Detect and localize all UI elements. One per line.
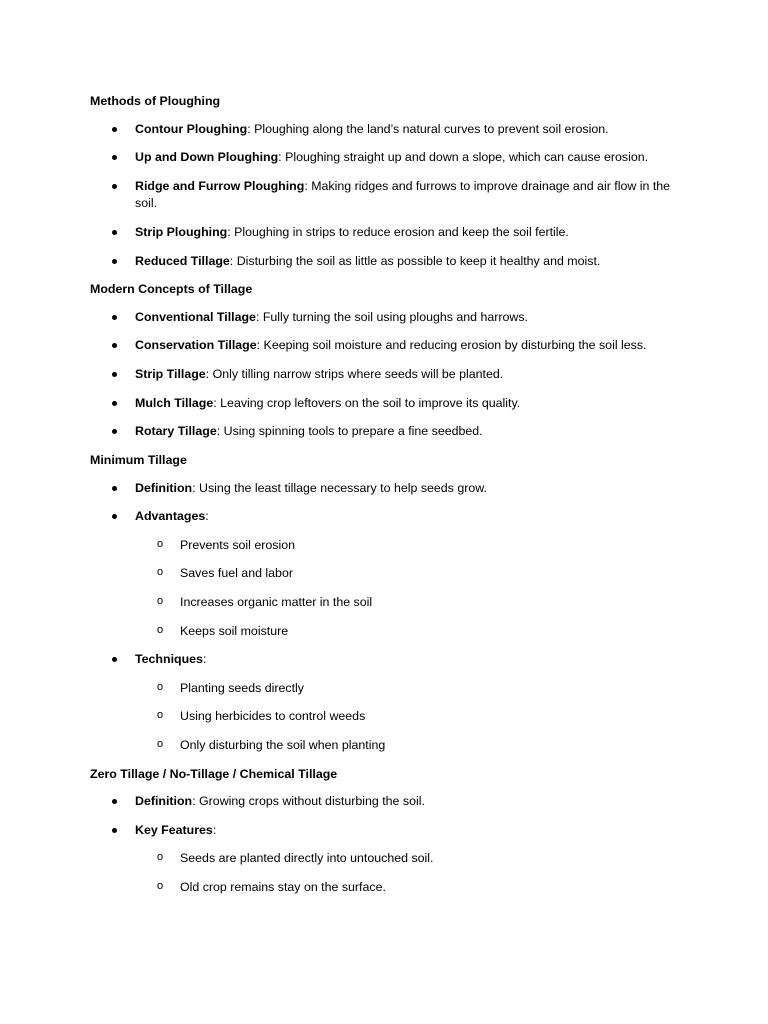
bullet-icon (112, 230, 117, 235)
item-term: Rotary Tillage (135, 424, 217, 439)
bullet-icon (112, 155, 117, 160)
bullet-item (90, 178, 680, 213)
item-term: Techniques (135, 652, 203, 667)
bullet-item (90, 480, 680, 498)
item-separator: : (255, 309, 260, 324)
item-separator: : (278, 150, 282, 165)
item-separator: : (205, 367, 210, 382)
sub-item-text: Saves fuel and labor (180, 566, 293, 581)
section-heading: Zero Tillage / No-Tillage / Chemical Tillage (90, 766, 338, 781)
item-separator: : (192, 480, 196, 495)
sub-bullet-item (135, 708, 680, 726)
sub-item-text: Old crop remains stay on the surface. (180, 880, 386, 895)
bullet-icon (112, 657, 117, 662)
item-description: Ploughing along the land’s natural curves to prevent soil erosion. (250, 121, 609, 136)
section-heading: Modern Concepts of Tillage (90, 282, 253, 297)
item-separator: : (227, 225, 231, 240)
sub-bullet-item (135, 565, 680, 583)
item-separator: : (205, 509, 209, 524)
document-body (90, 93, 680, 908)
item-separator: : (212, 822, 217, 837)
bullet-icon (112, 514, 117, 519)
bullet-item (90, 651, 680, 754)
item-description: Disturbing the soil as little as possible to keep it healthy and moist. (233, 253, 601, 268)
item-term: Conservation Tillage (135, 338, 257, 353)
bullet-icon (112, 401, 117, 406)
bullet-icon (112, 828, 117, 833)
item-term: Contour Ploughing (135, 121, 248, 136)
bullet-icon (112, 127, 117, 132)
item-description: Ploughing in strips to reduce erosion and keep the soil fertile. (230, 225, 569, 240)
sub-bullet-list (135, 850, 680, 896)
item-term: Mulch Tillage (135, 395, 214, 410)
sub-bullet-icon: o (157, 566, 164, 579)
item-separator: : (229, 253, 234, 268)
item-term: Ridge and Furrow Ploughing (135, 178, 305, 193)
sub-item-text: Planting seeds directly (180, 680, 304, 695)
sub-bullet-icon: o (157, 738, 164, 751)
bullet-item (90, 224, 680, 242)
sub-bullet-icon: o (157, 680, 164, 693)
item-separator: : (202, 652, 207, 667)
item-description: Keeping soil moisture and reducing erosion by disturbing the soil less. (260, 338, 647, 353)
bullet-item (90, 149, 680, 167)
item-description: Using the least tillage necessary to help seeds grow. (195, 480, 487, 495)
bullet-item (90, 309, 680, 327)
bullet-icon (112, 372, 117, 377)
item-separator: : (304, 178, 308, 193)
bullet-item (90, 423, 680, 441)
item-description: Only tilling narrow strips where seeds will be planted. (209, 367, 504, 382)
sub-bullet-item (135, 623, 680, 641)
item-term: Up and Down Ploughing (135, 150, 279, 165)
sub-bullet-list (135, 537, 680, 640)
sub-bullet-icon: o (157, 880, 164, 893)
bullet-item (90, 337, 680, 355)
item-description: Using spinning tools to prepare a fine seedbed. (220, 424, 483, 439)
item-separator: : (216, 424, 221, 439)
bullet-icon (112, 429, 117, 434)
item-separator: : (213, 395, 217, 410)
item-term: Definition (135, 794, 193, 809)
sub-bullet-icon: o (157, 623, 164, 636)
bullet-list (90, 309, 680, 441)
sub-bullet-item (135, 680, 680, 698)
item-term: Strip Tillage (135, 367, 206, 382)
bullet-icon (112, 184, 117, 189)
sub-bullet-icon: o (157, 594, 164, 607)
item-term: Conventional Tillage (135, 309, 256, 324)
bullet-icon (112, 315, 117, 320)
item-term: Reduced Tillage (135, 253, 230, 268)
bullet-item (90, 508, 680, 640)
item-term: Definition (135, 480, 193, 495)
item-separator: : (247, 121, 251, 136)
sub-bullet-item (135, 850, 680, 868)
bullet-icon (112, 343, 117, 348)
sub-bullet-item (135, 879, 680, 897)
section-heading: Minimum Tillage (90, 452, 187, 467)
sub-bullet-item (135, 737, 680, 755)
sub-bullet-item (135, 537, 680, 555)
sub-bullet-icon: o (157, 709, 164, 722)
sub-item-text: Seeds are planted directly into untouched soil. (180, 851, 434, 866)
sub-item-text: Increases organic matter in the soil (180, 594, 373, 609)
sub-item-text: Prevents soil erosion (180, 537, 296, 552)
section-heading: Methods of Ploughing (90, 94, 221, 108)
bullet-item (90, 121, 680, 139)
sub-item-text: Using herbicides to control weeds (180, 709, 366, 724)
item-description: Fully turning the soil using ploughs and harrows. (259, 309, 529, 324)
bullet-list (90, 793, 680, 896)
bullet-icon (112, 799, 117, 804)
item-separator: : (256, 338, 261, 353)
bullet-item (90, 793, 680, 811)
bullet-item (90, 822, 680, 897)
item-description: Growing crops without disturbing the soil. (195, 794, 425, 809)
sub-item-text: Keeps soil moisture (180, 623, 289, 638)
bullet-item (90, 366, 680, 384)
item-term: Key Features (135, 822, 213, 837)
item-description: Ploughing straight up and down a slope, which can cause erosion. (281, 150, 649, 165)
bullet-icon (112, 486, 117, 491)
sub-bullet-item (135, 594, 680, 612)
sub-bullet-list (135, 680, 680, 755)
bullet-item (90, 395, 680, 413)
sub-bullet-icon: o (157, 537, 164, 550)
item-separator: : (192, 794, 196, 809)
bullet-list (90, 121, 680, 271)
item-term: Advantages (135, 509, 206, 524)
item-description: Making ridges and furrows to improve drainage and air flow in the soil. (135, 178, 671, 211)
bullet-item (90, 253, 680, 271)
sub-item-text: Only disturbing the soil when planting (180, 738, 386, 753)
item-description: Leaving crop leftovers on the soil to improve its quality. (216, 395, 521, 410)
sub-bullet-icon: o (157, 851, 164, 864)
item-term: Strip Ploughing (135, 225, 228, 240)
bullet-list (90, 480, 680, 755)
bullet-icon (112, 259, 117, 264)
